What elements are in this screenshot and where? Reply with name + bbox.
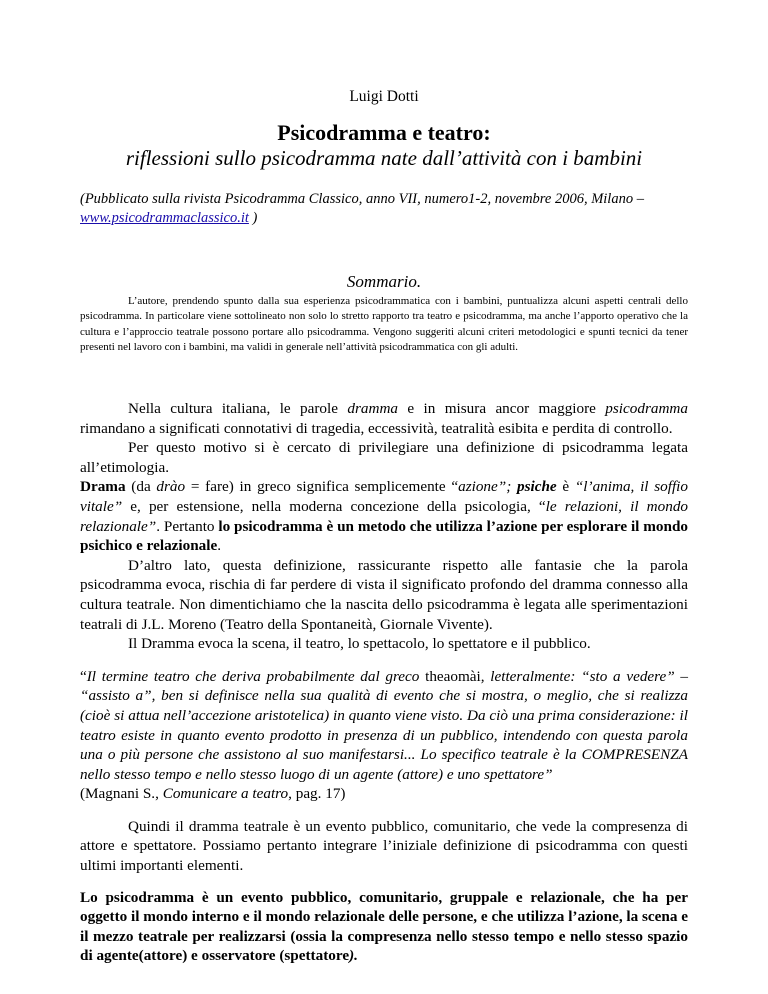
abstract-heading: Sommario.: [346, 272, 422, 291]
quote-text: Il termine teatro che deriva probabilmente dal greco: [86, 667, 420, 685]
text-run: è: [556, 478, 575, 496]
quote-citation: [80, 784, 688, 804]
term-psiche: psiche: [517, 478, 557, 496]
paragraph-4: D’altro lato, questa definizione, rassicurante rispetto alle fantasie che la parola psicodramma evoca, rischia di far perdere di vista il significato profondo del dramma connesso alla cultura teatrale. Non dimentichiamo che la nascita dello psicodramma è legata alle sperimentazioni teatrali di J.L. Moreno (Teatro della Spontaneità, Giornale Vivente).: [80, 556, 688, 633]
text-run: . Pertanto: [156, 517, 219, 535]
text-run: Lo psicodramma è un evento pubblico, comunitario, gruppale e relazionale, che ha per oggetto il mondo interno e il mondo relazionale delle persone, e che utilizza l’azione, la scena e il mezzo teatrale per realizzarsi (ossia la compresenza nello stesso tempo e nello stesso spazio di agente(attore) e osservatore (spettatore: [80, 888, 688, 965]
text-run: Nella cultura italiana, le parole: [128, 400, 348, 417]
cited-work-title: Comunicare a teatro: [162, 785, 289, 803]
author-name: Luigi Dotti: [349, 88, 419, 105]
journal-website-link[interactable]: www.psicodrammaclassico.it: [80, 210, 249, 226]
term-theaomai: theaomài: [419, 667, 481, 685]
paragraph-3: [80, 477, 688, 555]
text-run: e, per estensione, nella moderna concezione della psicologia, “: [122, 497, 546, 515]
text-run: (Magnani S.,: [80, 785, 163, 803]
paragraph-1: [80, 399, 688, 438]
publication-note: [80, 190, 690, 228]
publication-note-text: (Pubblicato sulla rivista Psicodramma Classico, anno VII, numero1-2, novembre 2006, Milano –: [80, 191, 644, 207]
term-drama: Drama: [80, 478, 126, 496]
extended-definition: [80, 888, 688, 966]
abstract-text: L’autore, prendendo spunto dalla sua esperienza psicodrammatica con i bambini, puntualizza alcuni aspetti centrali dello psicodramma. In particolare viene sottolineato non solo lo stretto rapporto tra teatro e psicodramma, ma anche l’apporto operativo che la cultura e l’approccio teatrale possono portare allo psicodramma. Vengono suggeriti alcuni criteri metodologici e spunti tecnici da tener presenti nel lavoro con i bambini, ma validi in generale nell’attività psicodrammatica con gli adulti.: [80, 295, 688, 354]
paragraph-6: Quindi il dramma teatrale è un evento pubblico, comunitario, che vede la compresenza di attore e spettatore. Possiamo pertanto integrare l’iniziale definizione di psicodramma con questi ultimi importanti elementi.: [80, 817, 688, 875]
text-run: rimandano a significati connotativi di tragedia, eccessività, teatralità esibita e perdita di controllo.: [80, 419, 673, 437]
term-psicodramma: psicodramma: [605, 400, 688, 417]
article-body: [80, 399, 688, 966]
article-title: Psicodramma e teatro:: [277, 120, 491, 145]
text-run: e in misura ancor maggiore: [398, 400, 606, 417]
text-run: .: [217, 537, 222, 555]
paragraph-5: Il Dramma evoca la scena, il teatro, lo spettacolo, lo spettatore e il pubblico.: [128, 635, 591, 653]
paragraph-2: Per questo motivo si è cercato di privilegiare una definizione di psicodramma legata all’etimologia.: [80, 439, 688, 476]
publication-note-close: ): [248, 210, 258, 226]
text-run: (da: [125, 478, 157, 496]
term-anima: “l’anima, il soffio vitale”: [80, 478, 688, 515]
quote-mark: “: [80, 667, 87, 685]
term-azione: azione”;: [458, 478, 512, 496]
block-quote: [80, 667, 688, 785]
key-definition: lo psicodramma è un metodo che utilizza l’azione per esplorare il mondo psichico e relazionale: [80, 517, 688, 555]
term-dramma: dramma: [347, 400, 399, 417]
text-run: = fare) in greco significa semplicemente “: [185, 478, 459, 496]
term-drao: drào: [156, 478, 186, 496]
article-subtitle: riflessioni sullo psicodramma nate dall’attività con i bambini: [125, 146, 643, 170]
text-run: ).: [349, 947, 358, 965]
quote-text: , letteralmente: “sto a vedere” – “assisto a”, ben si definisce nella sua qualità di evento che si mostra, o meglio, che si realizza (cioè si attua nell’accezione aristotelica) in quanto viene visto. Da ciò una prima considerazione: il teatro esiste in quanto evento prodotto in presenza di un pubblico, intendendo con questa parola una o più persone che assistono al suo manifestarsi... Lo specifico teatrale è la COMPRESENZA nello stesso tempo e nello stesso luogo di un agente (attore) e uno spettatore”: [80, 667, 688, 783]
term-relazioni: le relazioni, il mondo relazionale”: [80, 497, 689, 535]
text-run: , pag. 17): [288, 785, 346, 803]
